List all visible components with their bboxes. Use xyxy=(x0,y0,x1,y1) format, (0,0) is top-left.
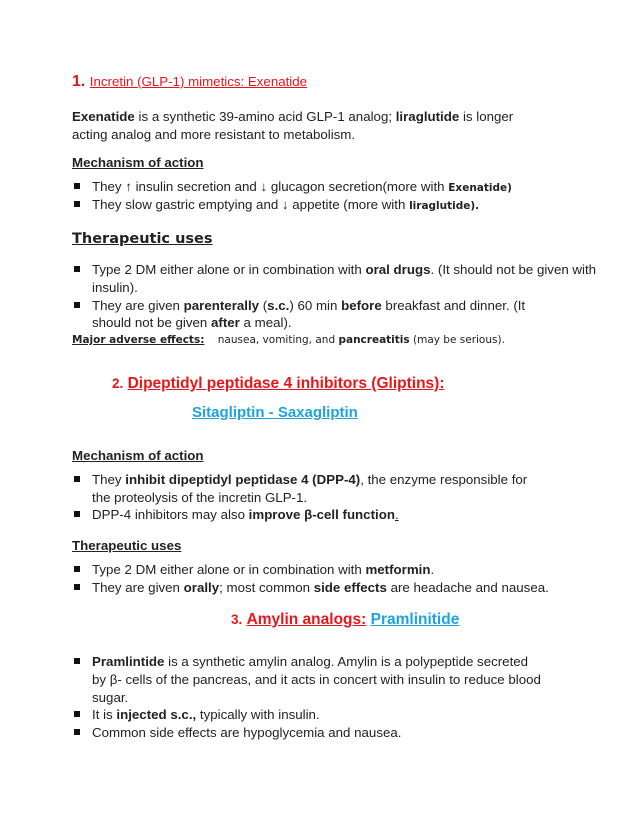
ther-1-text-c: . (It should not be given with xyxy=(430,262,597,277)
ther-2-bold-f: before xyxy=(341,298,382,313)
section-1-moa-item-1 xyxy=(92,178,512,197)
section-2-moa-heading: Mechanism of action xyxy=(72,448,204,463)
s3-item-1-text: is a synthetic amylin analog. Amylin is a polypeptide secreted xyxy=(164,654,529,669)
section-1-moa-heading: Mechanism of action xyxy=(72,155,204,170)
section-2-heading xyxy=(112,375,444,393)
ther-2-text-e: ) 60 min xyxy=(289,298,342,313)
moa-2-text: They slow gastric emptying and ↓ appetite (more with xyxy=(92,197,410,212)
section-2-therapeutic-heading: Therapeutic uses xyxy=(72,538,182,553)
s2-moa-2-text-a: DPP-4 inhibitors may also xyxy=(92,507,249,522)
moa-2-bold: liraglutide). xyxy=(409,200,480,212)
intro-run-2: liraglutide xyxy=(395,109,460,124)
section-2-moa-item-1-line-1 xyxy=(92,471,527,488)
s3-item-1-bold: Pramlintide xyxy=(92,654,165,669)
ther-2-text-a: They are given xyxy=(92,298,184,313)
s3-item-2-bold: injected s.c., xyxy=(116,707,197,722)
section-1-ther-item-1-line-1 xyxy=(92,261,596,278)
section-1-ther-item-2-line-2 xyxy=(92,314,292,331)
ther-2-bold-d: s.c. xyxy=(267,298,290,313)
section-3-item-2 xyxy=(92,706,320,723)
s2-moa-1-bold: inhibit dipeptidyl peptidase 4 (DPP-4) xyxy=(125,472,361,487)
section-2-title: Dipeptidyl peptidase 4 inhibitors (Gliptins): xyxy=(127,375,445,392)
bullet-icon xyxy=(74,711,80,717)
ther-2-text-j: a meal). xyxy=(239,315,292,330)
ther-1-text-a: Type 2 DM either alone or in combination with xyxy=(92,262,366,277)
intro-run-3: is longer xyxy=(459,109,514,124)
section-1-adverse-effects xyxy=(72,334,505,346)
s2-ther-2-text-e: are headache and nausea. xyxy=(386,580,549,595)
adverse-text-a: nausea, vomiting, and xyxy=(217,334,339,346)
bullet-icon xyxy=(74,566,80,572)
moa-1-text: They ↑ insulin secretion and ↓ glucagon secretion(more with xyxy=(92,179,449,194)
s3-item-2-text-a: It is xyxy=(92,707,117,722)
s2-ther-2-text-c: ; most common xyxy=(219,580,314,595)
section-3-title: Amylin analogs: xyxy=(246,611,367,628)
ther-2-bold-i: after xyxy=(211,315,240,330)
s2-moa-1-text-a: They xyxy=(92,472,126,487)
section-1-intro-line-2: acting analog and more resistant to metabolism. xyxy=(72,127,356,142)
s2-moa-2-bold: improve β-cell function xyxy=(248,507,395,522)
adverse-text-c: (may be serious). xyxy=(409,334,505,346)
intro-run-0: Exenatide xyxy=(72,109,135,124)
section-2-moa-item-1-line-2: the proteolysis of the incretin GLP-1. xyxy=(92,490,308,505)
section-1-title: Incretin (GLP-1) mimetics: Exenatide xyxy=(89,74,308,89)
s3-item-2-text-c: typically with insulin. xyxy=(196,707,320,722)
section-1-number: 1. xyxy=(72,73,86,90)
s2-ther-2-bold-b: orally xyxy=(183,580,220,595)
bullet-icon xyxy=(74,658,80,664)
adverse-label: Major adverse effects: xyxy=(72,334,205,346)
bullet-icon xyxy=(74,729,80,735)
bullet-icon xyxy=(74,476,80,482)
ther-1-bold: oral drugs xyxy=(365,262,431,277)
ther-2-text-g: breakfast and dinner. (It xyxy=(381,298,526,313)
ther-2-bold-b: parenterally xyxy=(183,298,260,313)
bullet-icon xyxy=(74,201,80,207)
ther-2-text-c: ( xyxy=(259,298,268,313)
s2-ther-1-bold: metformin xyxy=(365,562,431,577)
intro-run-1: is a synthetic 39-amino acid GLP-1 analog; xyxy=(134,109,396,124)
section-1-ther-item-1-line-2: insulin). xyxy=(92,280,138,295)
section-2-moa-item-2 xyxy=(92,506,399,523)
section-3-item-1-line-2: by β- cells of the pancreas, and it acts in concert with insulin to reduce blood xyxy=(92,672,541,687)
bullet-icon xyxy=(74,183,80,189)
section-1-therapeutic-heading: Therapeutic uses xyxy=(72,231,213,247)
moa-1-bold: Exenatide) xyxy=(448,182,512,194)
bullet-icon xyxy=(74,511,80,517)
s2-ther-2-text-a: They are given xyxy=(92,580,184,595)
s2-ther-1-text-a: Type 2 DM either alone or in combination with xyxy=(92,562,366,577)
section-1-ther-item-2-line-1 xyxy=(92,297,525,314)
section-3-item-1-line-3: sugar. xyxy=(92,690,129,705)
s2-ther-1-text-c: . xyxy=(430,562,435,577)
section-2-ther-item-1 xyxy=(92,561,434,578)
adverse-bold: pancreatitis xyxy=(338,334,410,346)
section-3-drug: Pramlinitide xyxy=(370,611,460,628)
section-3-number: 3. xyxy=(231,612,243,627)
section-2-ther-item-2 xyxy=(92,579,549,596)
section-3-heading xyxy=(231,611,459,629)
ther-2-text-h: should not be given xyxy=(92,315,212,330)
s2-ther-2-bold-d: side effects xyxy=(313,580,387,595)
section-1-intro-line-1 xyxy=(72,108,513,125)
bullet-icon xyxy=(74,302,80,308)
section-3-item-3: Common side effects are hypoglycemia and nausea. xyxy=(92,725,402,740)
section-2-number: 2. xyxy=(112,376,124,391)
s2-moa-1-text-c: , the enzyme responsible for xyxy=(360,472,528,487)
section-2-subtitle: Sitagliptin - Saxagliptin xyxy=(192,404,358,421)
section-1-heading xyxy=(72,73,307,91)
section-3-item-1-line-1 xyxy=(92,653,528,670)
s2-moa-2-period: . xyxy=(394,507,399,522)
section-1-moa-item-2 xyxy=(92,196,479,215)
bullet-icon xyxy=(74,584,80,590)
bullet-icon xyxy=(74,266,80,272)
